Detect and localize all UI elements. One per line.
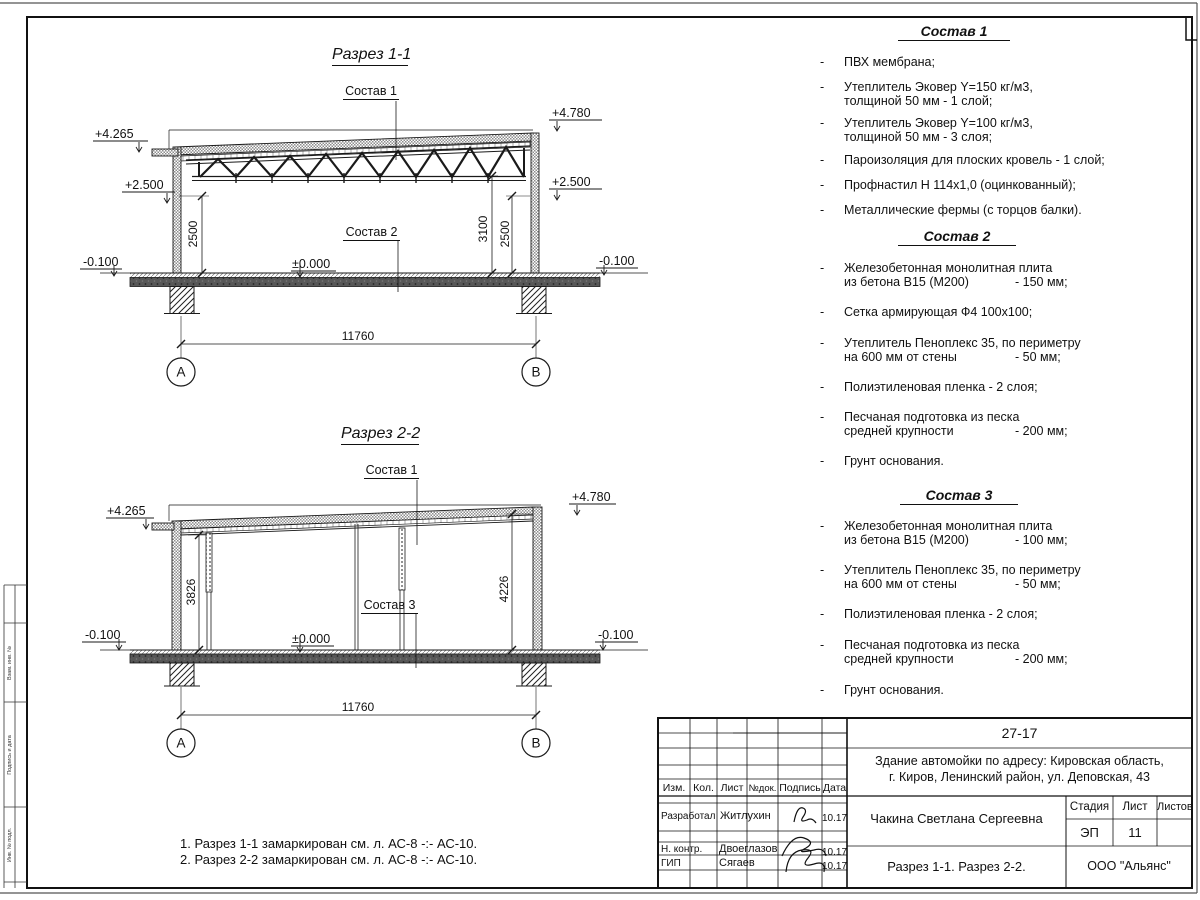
name-developed: Житлухин: [720, 810, 771, 822]
list-item-text: из бетона В15 (М200) - 150 мм;: [844, 274, 1068, 289]
list-item-text: Утеплитель Пеноплекс 35, по периметру: [844, 563, 1081, 577]
layer-thickness: - 200 мм;: [1015, 423, 1068, 438]
elevation-mark: +4.780: [572, 490, 611, 504]
elevation-mark: +2.500: [552, 175, 591, 189]
elevation-mark: ±0.000: [292, 632, 331, 646]
list-item-text: Сетка армирующая Ф4 100х100;: [844, 305, 1033, 319]
list-item: [818, 262, 1090, 290]
date-developed: 10.17: [822, 813, 848, 824]
list-item-text: толщиной 50 мм - 3 слоя;: [844, 129, 993, 144]
dimension-label: 3100: [476, 215, 490, 243]
composition-2-title: Состав 2: [898, 228, 1016, 246]
list-item-text: Полиэтиленовая пленка - 2 слоя;: [844, 607, 1038, 621]
list-item-text: средней крупности - 200 мм;: [844, 423, 1068, 438]
bullet-dash: -: [820, 153, 825, 167]
list-item-text: Грунт основания.: [844, 683, 944, 697]
bullet-dash: -: [820, 305, 825, 319]
bullet-dash: -: [820, 519, 825, 533]
section-1-label-sostav1: Состав 1: [343, 84, 399, 100]
list-item: [818, 179, 1090, 193]
section-2-label-sostav1: Состав 1: [365, 463, 418, 477]
list-item-text: Железобетонная монолитная плита: [844, 519, 1053, 533]
axis-bubble-b: В: [531, 735, 541, 751]
elevation-mark: -0.100: [599, 254, 635, 268]
sheets-label: Листов: [1157, 801, 1193, 813]
date-gip: 10.17: [822, 861, 848, 872]
axis-bubble-a: А: [176, 364, 186, 380]
list-item-text: Полиэтиленовая пленка - 2 слоя;: [844, 380, 1038, 394]
dimension-label: 4226: [497, 575, 511, 603]
bullet-dash: -: [820, 116, 825, 130]
section-2-title: Разрез 2-2: [341, 425, 419, 445]
bullet-dash: -: [820, 638, 825, 652]
list-item-text: из бетона В15 (М200) - 100 мм;: [844, 532, 1068, 547]
bullet-dash: -: [820, 261, 825, 275]
section-1-label-sostav2: Состав 2: [343, 225, 400, 241]
section-1-title: Разрез 1-1: [332, 46, 408, 66]
list-item-text: на 600 мм от стены - 50 мм;: [844, 576, 1061, 591]
notes: [180, 836, 477, 867]
bullet-dash: -: [820, 55, 825, 69]
list-item-text: Пароизоляция для плоских кровель - 1 слой;: [844, 153, 1105, 167]
axis-bubble-b: В: [531, 364, 541, 380]
layer-thickness: - 200 мм;: [1015, 651, 1068, 666]
elevation-mark: -0.100: [83, 255, 119, 269]
list-item-text: Песчаная подготовка из песка: [844, 638, 1020, 652]
list-item: [818, 564, 1090, 592]
signature-icon: [782, 808, 826, 872]
list-item: [818, 117, 1090, 145]
elevation-mark: ±0.000: [292, 257, 331, 271]
elevation-mark: -0.100: [85, 628, 121, 642]
name-ncontrol: Двоеглазов: [719, 843, 778, 855]
company-name: ООО "Альянс": [1087, 859, 1171, 873]
bullet-dash: -: [820, 178, 825, 192]
list-item: [818, 81, 1090, 109]
dimension-label: 3826: [184, 578, 198, 606]
role-ncontrol: Н. контр.: [661, 844, 703, 855]
note-line: 1. Разрез 1-1 замаркирован см. л. АС-8 -:- АС-10.: [180, 836, 478, 851]
side-strip-label: Инв. № подл.: [7, 827, 13, 863]
stage-value: ЭП: [1080, 825, 1099, 840]
project-address-line2: г. Киров, Ленинский район, ул. Деповская, 43: [889, 770, 1150, 784]
list-item-text: Утеплитель Эковер Y=150 кг/м3,: [844, 80, 1033, 94]
span-dimension-label: 11760: [341, 700, 375, 714]
name-gip: Сягаев: [719, 857, 755, 869]
bullet-dash: -: [820, 563, 825, 577]
bullet-dash: -: [820, 80, 825, 94]
elevation-mark: +4.265: [95, 127, 134, 141]
list-item: [818, 306, 1090, 320]
list-item-text: Песчаная подготовка из песка: [844, 410, 1020, 424]
drawing-title: Разрез 1-1. Разрез 2-2.: [887, 859, 1026, 874]
bullet-dash: -: [820, 683, 825, 697]
elevation-mark: +4.780: [552, 106, 591, 120]
dimension-label: 2500: [186, 220, 200, 248]
bullet-dash: -: [820, 607, 825, 621]
layer-thickness: - 50 мм;: [1015, 576, 1061, 591]
side-strip-label: Взам. инв. №: [7, 645, 13, 681]
list-item: [818, 381, 1090, 395]
project-address-line1: Здание автомойки по адресу: Кировская область,: [875, 754, 1164, 768]
role-developed: Разработал: [661, 811, 716, 822]
list-item: [818, 153, 1105, 168]
col-header-sign: Подпись: [779, 782, 821, 794]
bullet-dash: -: [820, 203, 825, 217]
list-item: [818, 204, 1090, 218]
date-ncontrol: 10.17: [822, 847, 848, 858]
list-item-text: Утеплитель Эковер Y=100 кг/м3,: [844, 116, 1033, 130]
elevation-mark: +4.265: [107, 504, 146, 518]
composition-1-title: Состав 1: [898, 23, 1010, 41]
layer-thickness: - 150 мм;: [1015, 274, 1068, 289]
list-item: [818, 455, 1090, 469]
layer-thickness: - 50 мм;: [1015, 349, 1061, 364]
sheet-label: Лист: [1122, 801, 1148, 813]
col-header-doc: №док.: [748, 783, 777, 794]
list-item-text: ПВХ мембрана;: [844, 55, 935, 69]
list-item-text: Железобетонная монолитная плита: [844, 261, 1053, 275]
elevation-mark: -0.100: [598, 628, 634, 642]
sheet-number: 11: [1128, 825, 1142, 840]
composition-3-title: Состав 3: [900, 487, 1018, 505]
doc-number: 27-17: [1001, 725, 1038, 741]
list-item: [818, 56, 1090, 70]
list-item: [818, 411, 1090, 439]
section-2-2-linework: [82, 480, 648, 757]
layer-thickness: - 100 мм;: [1015, 532, 1068, 547]
list-item-text: Утеплитель Пеноплекс 35, по периметру: [844, 336, 1081, 350]
bullet-dash: -: [820, 380, 825, 394]
list-item: [818, 520, 1090, 548]
col-header-date: Дата: [822, 782, 847, 794]
elevation-mark: +2.500: [125, 178, 164, 192]
role-gip: ГИП: [661, 858, 681, 869]
list-item-text: Профнастил Н 114х1,0 (оцинкованный);: [844, 178, 1076, 192]
dimension-label: 2500: [498, 220, 512, 248]
axis-bubble-a: А: [176, 735, 186, 751]
list-item-text: на 600 мм от стены - 50 мм;: [844, 349, 1061, 364]
list-item: [818, 684, 1090, 698]
list-item: [818, 639, 1090, 667]
col-header-kol: Кол.: [693, 782, 714, 794]
list-item: [818, 608, 1090, 622]
section-1-1-linework: [80, 101, 648, 386]
author-name: Чакина Светлана Сергеевна: [870, 811, 1043, 826]
bullet-dash: -: [820, 336, 825, 350]
list-item-text: толщиной 50 мм - 1 слой;: [844, 93, 993, 108]
stage-label: Стадия: [1069, 801, 1110, 813]
span-dimension-label: 11760: [341, 329, 375, 343]
side-strip-label: Подпись и дата: [7, 735, 13, 775]
list-item-text: средней крупности - 200 мм;: [844, 651, 1068, 666]
col-header-list: Лист: [720, 782, 744, 794]
col-header-izm: Изм.: [662, 782, 686, 794]
section-2-label-sostav3: Состав 3: [361, 598, 418, 614]
list-item-text: Грунт основания.: [844, 454, 944, 468]
note-line: 2. Разрез 2-2 замаркирован см. л. АС-8 -:- АС-10.: [180, 851, 478, 867]
list-item-text: Металлические фермы (с торцов балки).: [844, 203, 1082, 217]
list-item: [818, 337, 1090, 365]
bullet-dash: -: [820, 454, 825, 468]
bullet-dash: -: [820, 410, 825, 424]
